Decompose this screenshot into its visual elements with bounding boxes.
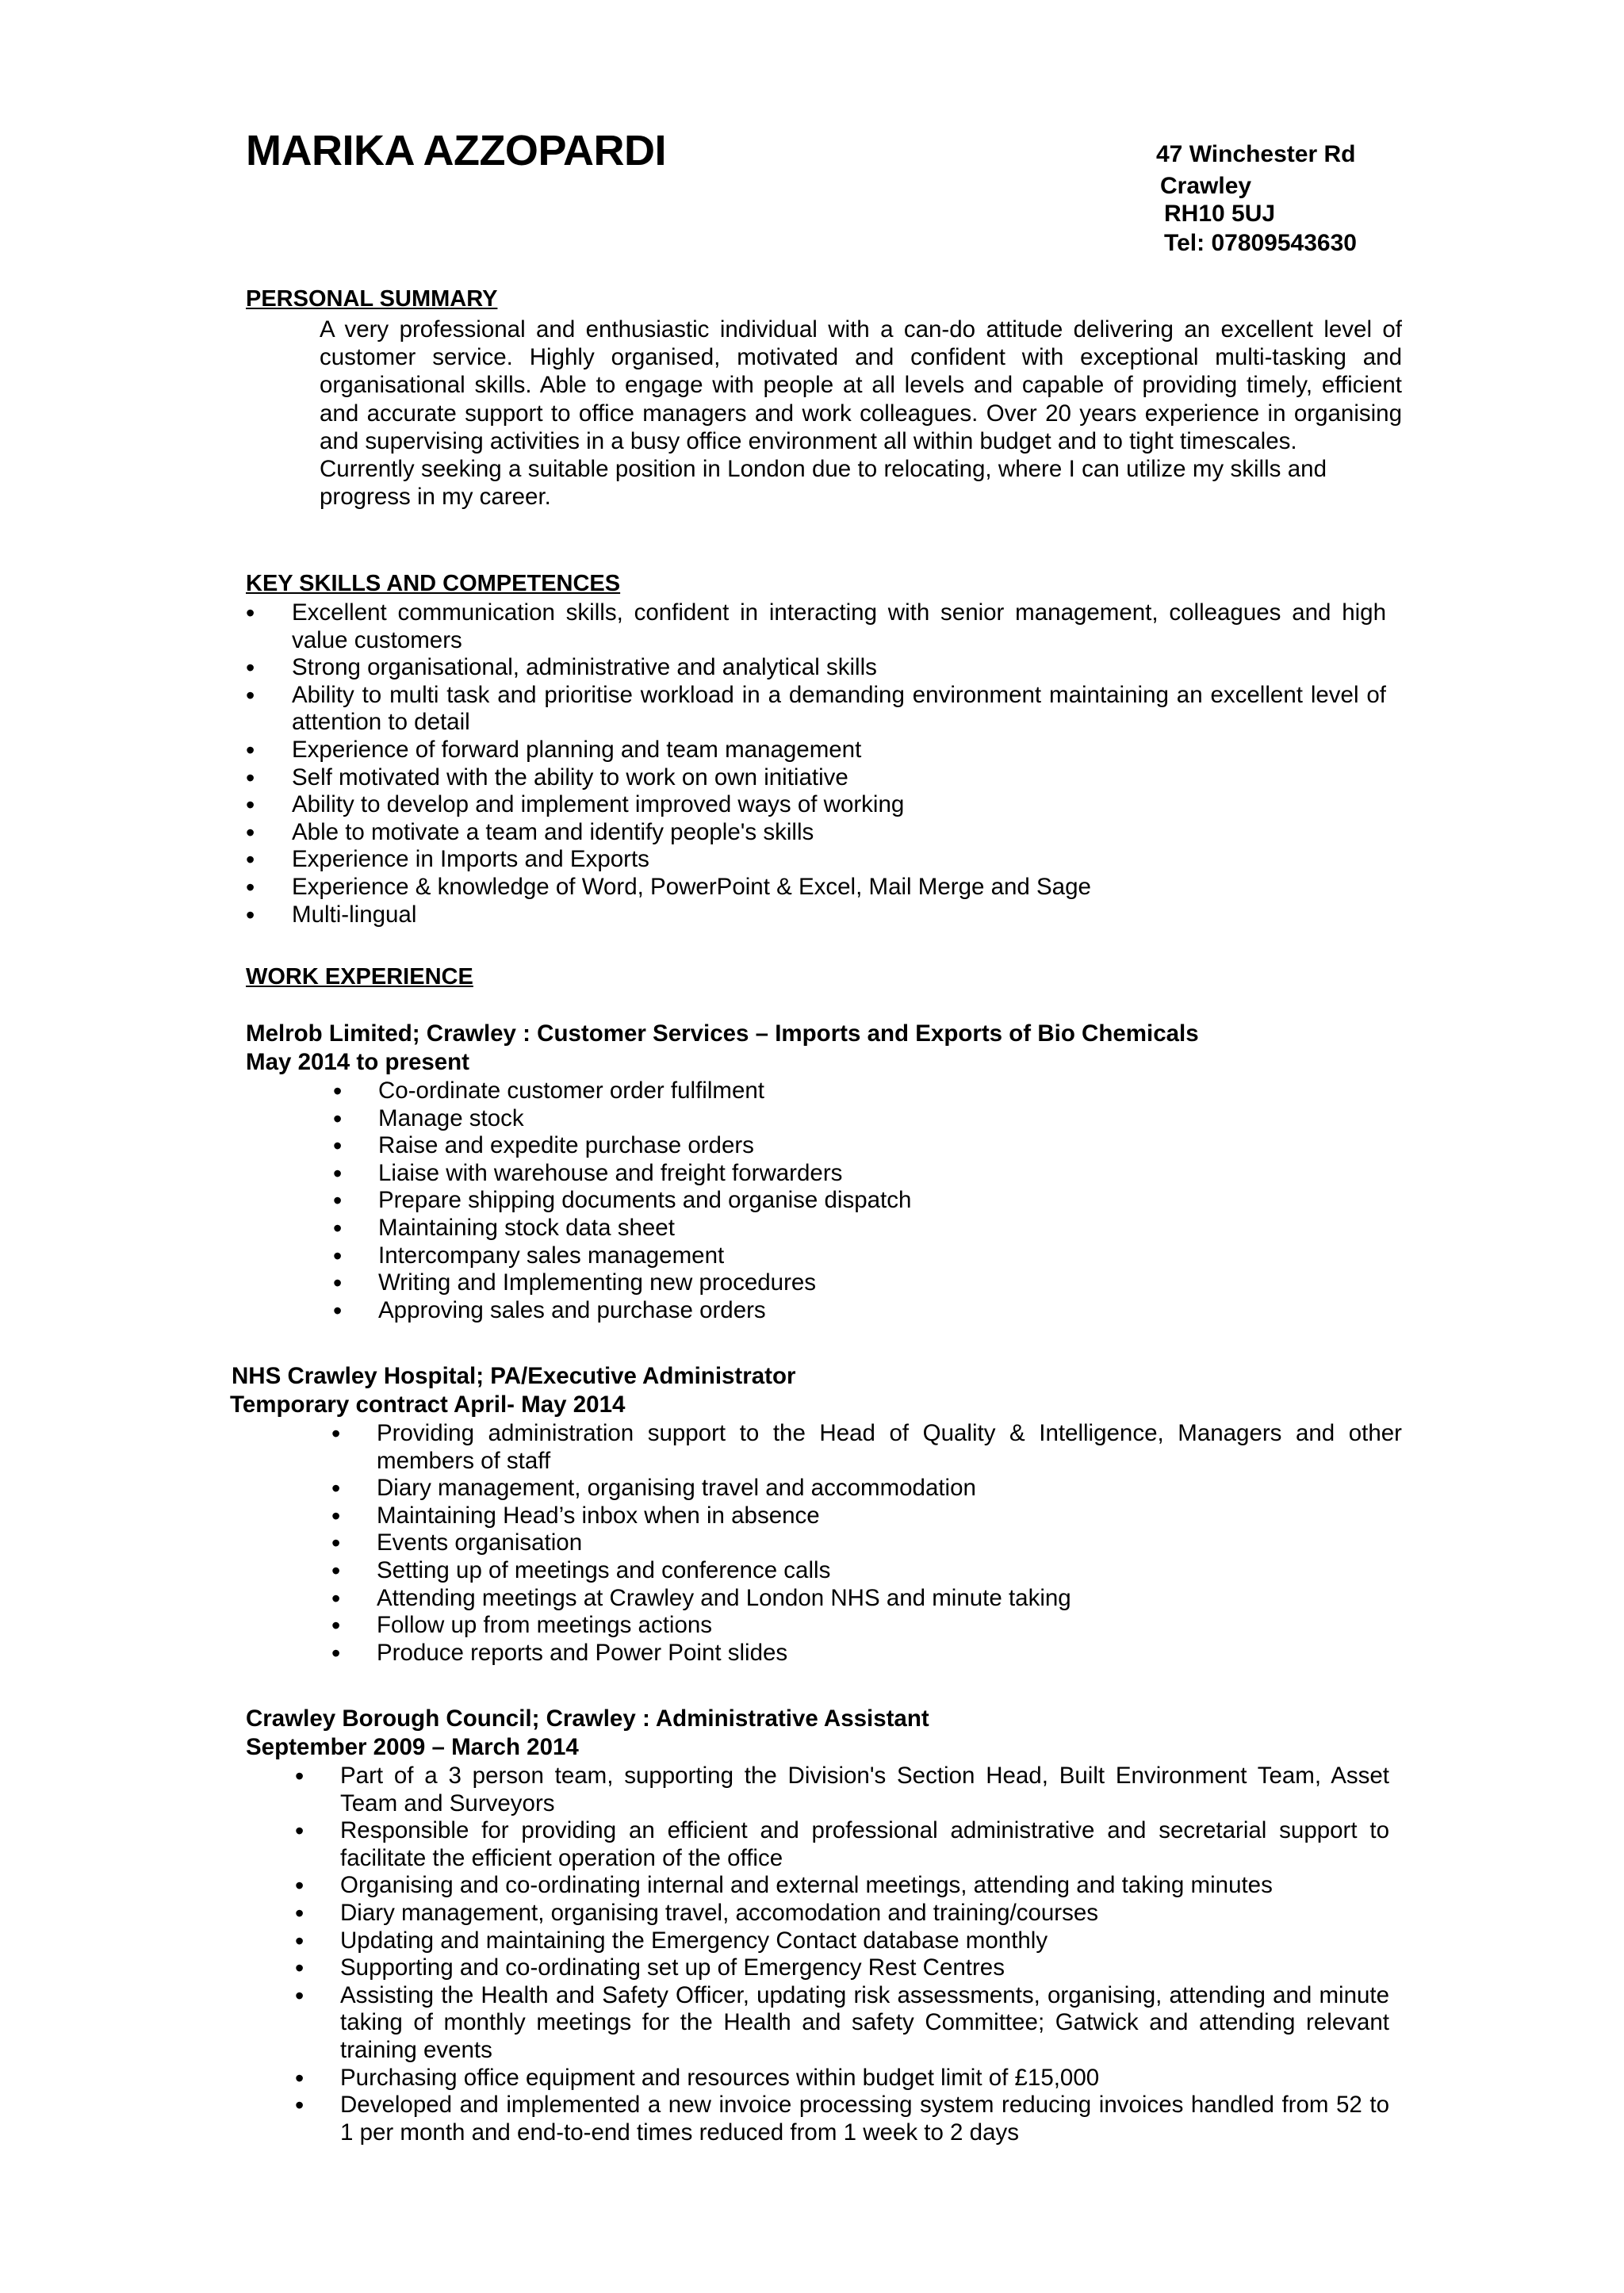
duty-item: • Purchasing office equipment and resources within budget limit of £15,000 <box>295 2065 1389 2092</box>
job-dates: May 2014 to present <box>246 1049 470 1075</box>
duty-item: • Writing and Implementing new procedures <box>333 1269 1404 1297</box>
job-dates: September 2009 – March 2014 <box>246 1734 579 1760</box>
skill-item: • Able to motivate a team and identify people's skills <box>246 819 1386 847</box>
skill-item: • Ability to multi task and prioritise workload in a demanding environment maintaining an excellent level of attention to detail <box>246 682 1386 737</box>
duty-item: • Produce reports and Power Point slides <box>331 1640 1402 1667</box>
summary-paragraph: A very professional and enthusiastic individual with a can-do attitude delivering an excellent level of customer service. Highly organised, motivated and confident with exceptional multi-tasking and organisational skills. Able to engage with people at all levels and capable of providing timely, efficient and accurate support to office managers and work colleagues. Over 20 years experience in organising and supervising activities in a busy office environment all within budget and to tight timescales. <box>320 316 1402 454</box>
skills-list <box>246 599 1386 928</box>
duty-item: • Co-ordinate customer order fulfilment <box>333 1078 1404 1105</box>
duty-item: • Approving sales and purchase orders <box>333 1297 1404 1325</box>
duty-item: • Attending meetings at Crawley and London NHS and minute taking <box>331 1585 1402 1613</box>
skill-item: • Experience & knowledge of Word, PowerPoint & Excel, Mail Merge and Sage <box>246 874 1386 902</box>
job-title: Melrob Limited; Crawley : Customer Services – Imports and Exports of Bio Chemicals <box>246 1020 1199 1047</box>
skill-item: • Experience in Imports and Exports <box>246 846 1386 874</box>
job-title: NHS Crawley Hospital; PA/Executive Administrator <box>232 1363 796 1389</box>
address-phone: Tel: 07809543630 <box>1164 230 1357 256</box>
job-dates: Temporary contract April- May 2014 <box>230 1391 626 1418</box>
duty-item: • Setting up of meetings and conference calls <box>331 1557 1402 1585</box>
address-postcode: RH10 5UJ <box>1164 201 1276 227</box>
job-duties-list <box>295 1763 1389 2146</box>
address-street: 47 Winchester Rd <box>1156 141 1356 167</box>
duty-item: • Supporting and co-ordinating set up of Emergency Rest Centres <box>295 1954 1389 1982</box>
skill-item: • Excellent communication skills, confident in interacting with senior management, colleagues and high value customers <box>246 599 1386 654</box>
duty-item: • Diary management, organising travel and accommodation <box>331 1475 1402 1503</box>
skills-heading: KEY SKILLS AND COMPETENCES <box>246 571 621 596</box>
skill-item: • Ability to develop and implement improved ways of working <box>246 791 1386 819</box>
job-duties-list <box>331 1420 1402 1667</box>
duty-item: • Responsible for providing an efficient and professional administrative and secretarial support to facilitate the efficient operation of the office <box>295 1817 1389 1872</box>
summary-paragraph: Currently seeking a suitable position in London due to relocating, where I can utilize my skills and progress in my career. <box>320 456 1327 511</box>
duty-item: • Events organisation <box>331 1529 1402 1557</box>
duty-item: • Assisting the Health and Safety Officer, updating risk assessments, organising, attending and minute taking of monthly meetings for the Health and safety Committee; Gatwick and attending relevant training events <box>295 1982 1389 2065</box>
personal-summary-heading: PERSONAL SUMMARY <box>246 286 498 312</box>
duty-item: • Part of a 3 person team, supporting the Division's Section Head, Built Environment Team, Asset Team and Surveyors <box>295 1763 1389 1817</box>
job-duties-list <box>333 1078 1404 1324</box>
work-experience-heading: WORK EXPERIENCE <box>246 964 473 990</box>
duty-item: • Providing administration support to the Head of Quality & Intelligence, Managers and other members of staff <box>331 1420 1402 1475</box>
duty-item: • Prepare shipping documents and organise dispatch <box>333 1187 1404 1215</box>
skill-item: • Experience of forward planning and team management <box>246 737 1386 764</box>
duty-item: • Maintaining stock data sheet <box>333 1215 1404 1242</box>
duty-item: • Liaise with warehouse and freight forwarders <box>333 1160 1404 1188</box>
duty-item: • Updating and maintaining the Emergency Contact database monthly <box>295 1927 1389 1955</box>
skill-item: • Self motivated with the ability to work on own initiative <box>246 764 1386 792</box>
duty-item: • Follow up from meetings actions <box>331 1612 1402 1640</box>
duty-item: • Diary management, organising travel, accomodation and training/courses <box>295 1900 1389 1927</box>
duty-item: • Raise and expedite purchase orders <box>333 1132 1404 1160</box>
personal-summary <box>320 316 1402 511</box>
duty-item: • Intercompany sales management <box>333 1242 1404 1270</box>
duty-item: • Maintaining Head’s inbox when in absence <box>331 1503 1402 1530</box>
skill-item: • Multi-lingual <box>246 902 1386 929</box>
candidate-name: MARIKA AZZOPARDI <box>246 127 666 174</box>
job-title: Crawley Borough Council; Crawley : Administrative Assistant <box>246 1705 929 1732</box>
duty-item: • Manage stock <box>333 1105 1404 1133</box>
duty-item: • Organising and co-ordinating internal and external meetings, attending and taking minutes <box>295 1872 1389 1900</box>
skill-item: • Strong organisational, administrative and analytical skills <box>246 654 1386 682</box>
address-town: Crawley <box>1160 173 1252 199</box>
duty-item: • Developed and implemented a new invoice processing system reducing invoices handled from 52 to 1 per month and end-to-end times reduced from 1 week to 2 days <box>295 2092 1389 2146</box>
